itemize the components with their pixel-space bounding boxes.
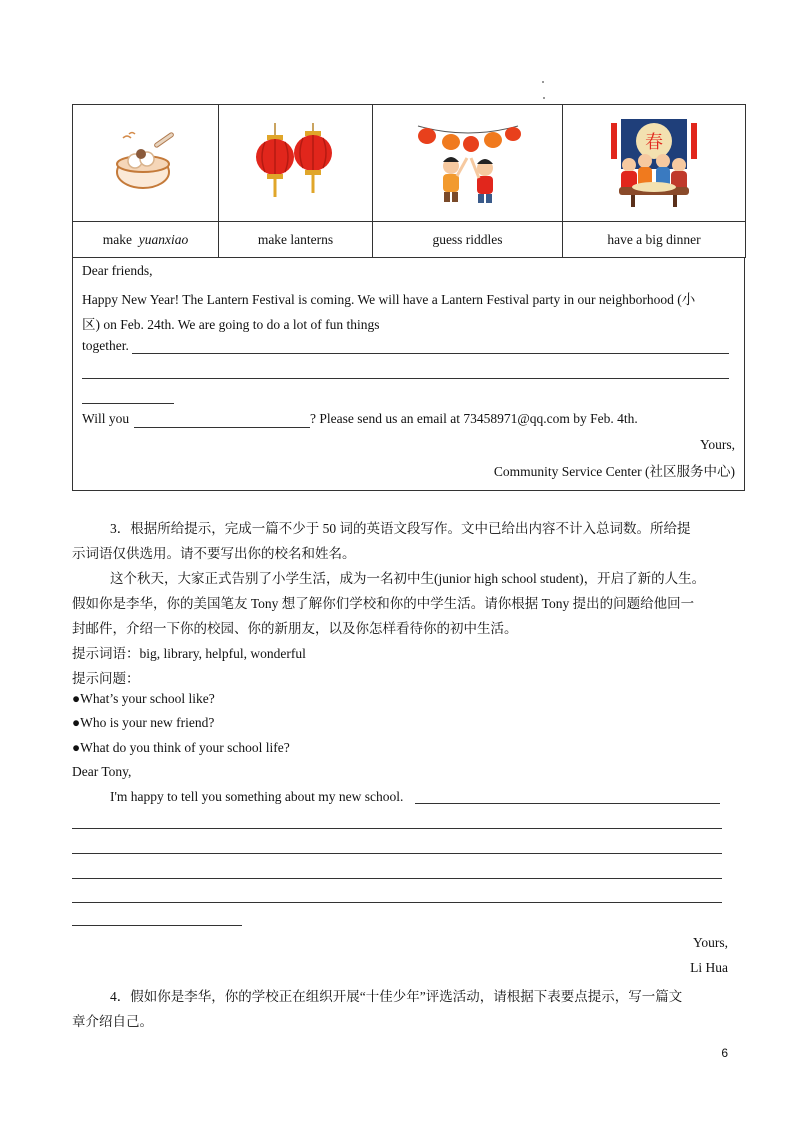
task3-scenario-1: 这个秋天，大家正式告别了小学生活，成为一名初中生(junior high school student)，开启了新的人生。 (110, 571, 706, 586)
writing-line-4[interactable] (72, 878, 722, 879)
letter-signature: Community Service Center (社区服务中心) (493, 464, 735, 479)
letter-greeting: Dear friends, (82, 263, 153, 278)
letter-email-sentence: ? Please send us an email at 73458971@qq.com by Feb. 4th. (310, 411, 638, 426)
caption-guess-riddles: guess riddles (373, 222, 563, 258)
scan-dot (542, 81, 544, 83)
hint-question-2: ●Who is your new friend? (72, 715, 215, 730)
answer-blank-2[interactable] (82, 378, 729, 379)
yuanxiao-bowl-icon (111, 128, 181, 198)
caption-italic-word: yuanxiao (138, 231, 189, 247)
task3-scenario-3: 封邮件，介绍一下你的校园、你的新朋友，以及你怎样看待你的初中生活。 (72, 621, 518, 636)
caption-make-yuanxiao (73, 222, 219, 258)
letter-closing: Yours, (699, 437, 735, 452)
task4-instruction-1: 4．假如你是李华，你的学校正在组织开展“十佳少年”评选活动，请根据下表要点提示，写一篇文 (110, 989, 683, 1004)
svg-text:春: 春 (645, 132, 663, 153)
task3-hint-words: 提示词语：big, library, helpful, wonderful (72, 646, 306, 661)
writing-line-6[interactable] (72, 925, 242, 926)
task3-opening: I'm happy to tell you something about my new school. (110, 789, 404, 804)
letter-line-2: 区) on Feb. 24th. We are going to do a lot of fun things (82, 317, 380, 332)
answer-blank-3[interactable] (82, 403, 174, 404)
writing-line-2[interactable] (72, 828, 722, 829)
writing-line-5[interactable] (72, 902, 722, 903)
task3-scenario-2: 假如你是李华，你的美国笔友 Tony 想了解你们学校和你的中学生活。请你根据 Tony 提出的问题给他回一 (72, 596, 695, 611)
task3-instruction-2: 示词语仅供选用。请不要写出你的校名和姓名。 (72, 546, 356, 561)
letter-box (72, 257, 745, 491)
lanterns-icon (251, 123, 341, 203)
activities-image-row (73, 105, 746, 222)
task3-closing: Yours, (692, 935, 728, 950)
caption-prefix: make (102, 231, 132, 247)
activity-cell-yuanxiao (73, 105, 219, 222)
activity-cell-dinner (563, 105, 746, 222)
task3-signature: Li Hua (690, 960, 728, 975)
letter-will-you: Will you (82, 411, 130, 426)
riddles-icon (413, 118, 523, 208)
scan-dot (543, 97, 545, 99)
activity-cell-riddles (373, 105, 563, 222)
hint-question-3: ●What do you think of your school life? (72, 740, 290, 755)
caption-big-dinner: have a big dinner (563, 222, 746, 258)
activity-cell-lanterns (219, 105, 373, 222)
will-you-blank[interactable] (134, 427, 310, 428)
hint-question-1: ●What’s your school like? (72, 691, 215, 706)
family-dinner-icon (609, 115, 699, 211)
activities-caption-row (73, 222, 746, 258)
writing-line-1[interactable] (415, 803, 720, 804)
writing-line-3[interactable] (72, 853, 722, 854)
task3-greeting: Dear Tony, (72, 764, 132, 779)
task3-hint-questions-label: 提示问题： (72, 671, 140, 686)
task4-instruction-2: 章介绍自己。 (72, 1014, 153, 1029)
caption-make-lanterns: make lanterns (219, 222, 373, 258)
task3-instruction-1: 3．根据所给提示，完成一篇不少于 50 词的英语文段写作。文中已给出内容不计入总词数。所给提 (110, 521, 691, 536)
activities-table (72, 104, 746, 258)
answer-blank-1[interactable] (132, 353, 729, 354)
letter-line-1: Happy New Year! The Lantern Festival is coming. We will have a Lantern Festival party in our neighborhood (小 (82, 292, 696, 307)
letter-line-3: together. (82, 338, 129, 353)
page-number: 6 (721, 1046, 728, 1060)
